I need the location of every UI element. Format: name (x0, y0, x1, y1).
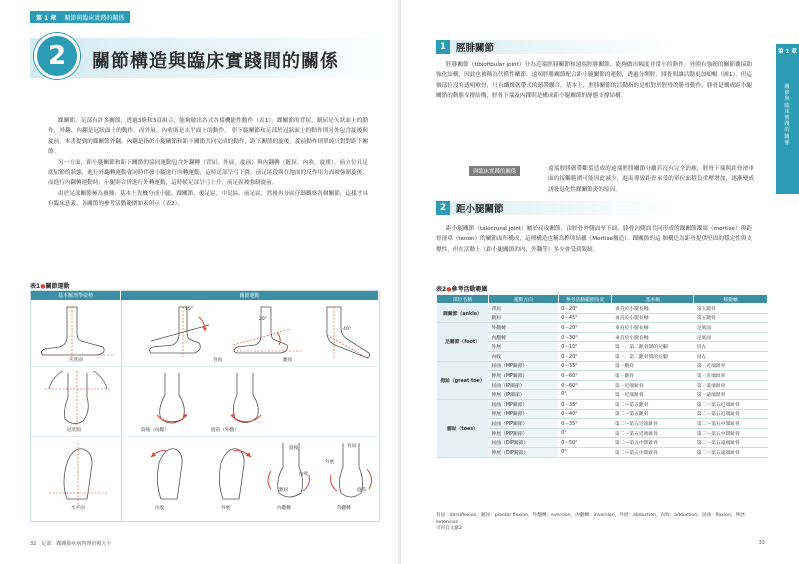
label-15deg: 15° (185, 307, 194, 312)
table-cell: 0～30° (558, 332, 612, 342)
table-cell: 屈曲（IP關節） (488, 380, 558, 390)
label-supination: 旋後（內翻） (141, 428, 169, 433)
table-cell: 0～50° (558, 438, 612, 448)
label-pronation: 旋前（外翻） (211, 428, 239, 433)
page-title: 關節構造與臨床實踐間的關係 (92, 51, 339, 72)
foot-abduction-illustration (207, 443, 257, 503)
table-source: 引用自文獻2 (436, 526, 462, 532)
table-cell: 伸展（DIP關節） (488, 447, 558, 457)
label-inv-plantar: 蹠屈 (279, 488, 289, 493)
label-20deg: 20° (259, 317, 268, 322)
table-site-cell: 踝關節（ankle） (437, 304, 489, 323)
table-row (437, 361, 768, 371)
table-cell: 第二～第五中間趾骨 (694, 419, 768, 429)
figure-1-joint-movements (30, 290, 380, 522)
col-site: 部位名稱 (437, 295, 489, 304)
table-cell: 第二～第五中間趾骨 (694, 428, 768, 438)
table-note (436, 513, 766, 533)
figure-1-head-right: 關節運動 (121, 291, 379, 300)
label-inv-adduction: 內收 (299, 472, 309, 477)
section-1-title: 脛腓關節 (456, 43, 495, 54)
table-cell: 第一遠端趾骨 (694, 380, 768, 390)
table-cell: 0～20° (558, 323, 612, 333)
label-sagittal: 矢狀面 (69, 358, 83, 363)
label-abduction: 外展 (221, 506, 231, 511)
label-40deg: 40° (343, 327, 352, 332)
foot-coronal-illustration (43, 371, 113, 429)
col-moving-axis: 移動軸 (694, 295, 768, 304)
foot-dorsi-illustration-2 (231, 305, 315, 363)
side-tab-text: 關節與臨床實踐的關係 (784, 84, 790, 146)
table-cell: 第二～第五近端趾骨 (694, 399, 768, 409)
table-cell: 第五蹠骨 (694, 313, 768, 323)
table-cell: 第二～第五近端趾骨 (694, 409, 768, 419)
table-cell: 第二～第五遠端趾骨 (694, 447, 768, 457)
table-cell: 第一、第二蹠骨間的兒腳 (612, 351, 694, 361)
table-row (437, 323, 768, 333)
table-cell: 0～60° (558, 380, 612, 390)
clinical-relevance-text: 遠端脛腓韌帶斷裂造成的遠端脛腓關節分離若沒有完全治癒，脛骨下端與距骨滑車面的接觸範圍可能因此減少，進而導致距骨承受的單位面積負重壓增加，逐漸變成誘發退化性踝關節炎的原因。 (548, 166, 754, 193)
table-cell: 0～40° (558, 409, 612, 419)
side-tab-chapter: 第 1 章 (778, 49, 797, 55)
section-2-paragraph: 距小腿關節（talocrural joint）屬於屈戌關節，由脛骨外側面至下面，腓骨內側面共同形成的踝關節踝窩（mortise）與距骨滑車（tenon）的關節面所構成，這種構造也稱為榫卯結構（Mortise構造）。踝關節的這 個構造為距骨提供堅固的穩定性與支撐性，但在活動上（距小腿關節的內、外翻等）多少會受到限制。 (436, 226, 752, 253)
table-site-cell: 拇趾（great toe） (437, 361, 489, 399)
table-cell: 第一近端趾骨 (612, 380, 694, 390)
section-2-title: 距小腿關節 (456, 204, 504, 215)
table-cell: 第一近端趾骨 (694, 361, 768, 371)
table-cell: 第一、第二蹠骨間的兒腳 (612, 342, 694, 352)
foot-eversion-illustration (321, 441, 379, 505)
figure-1-title: 關節運動 (45, 283, 70, 290)
section-1-paragraph: 脛腓關節（tibiofibular joint）分為近端脛腓關節和遠端脛腓關節，能夠做出幅度非常小的動作，外圍有強韌的關節囊協助強化結構，因此也被稱為代償性關節。遠端脛腓關節配合距小腿關節的運動，透過分開脛、腓骨間讓活動更加順暢（圖1），但這個部位沒有透明軟骨，只有纖維韌帶式的韌帶聯合。基本上，脛腓關節的活動指的是相對於脛骨的腓骨動作，腓骨是構成距小腿關節的動態支撐結構，脛骨下端及內踝則是構成距小腿關節的靜態支撐結構。 (436, 62, 752, 100)
table-cell: 足底面 (694, 332, 768, 342)
table-cell: 第二～第五蹠骨 (612, 399, 694, 409)
figure-1-header (31, 291, 379, 300)
foot-sagittal-illustration (37, 305, 117, 363)
table-cell: 0～20° (558, 351, 612, 361)
foot-horizontal-illustration (47, 443, 109, 505)
table-cell: 第一近端趾骨 (612, 390, 694, 400)
table-cell: 第二～第五蹠骨 (612, 409, 694, 419)
table-cell: 0° (558, 390, 612, 400)
label-ev-abduction: 外展 (325, 460, 335, 465)
foot-pronation-illustration (215, 371, 275, 429)
label-ev-pronation: 旋前 (357, 488, 367, 493)
table-cell: 0～35° (558, 399, 612, 409)
figure-1-number: 表1 (30, 283, 41, 290)
col-base-axis: 基本軸 (612, 295, 694, 304)
foot-inversion-illustration (263, 441, 319, 505)
table-cell: 同左 (694, 351, 768, 361)
label-plantarflexion: 蹠屈 (283, 358, 293, 363)
section-2-number: 2 (436, 201, 450, 215)
table-2-title: 參考活動範圍 (451, 286, 488, 293)
table-cell: 伸展（MP關節） (488, 409, 558, 419)
side-chapter-tab (776, 44, 799, 194)
table-cell: 第一蹠骨 (612, 371, 694, 381)
table-cell: 0～10° (558, 342, 612, 352)
table-cell: 第二～第五遠端趾骨 (694, 438, 768, 448)
left-folio: 32 足部 踝關節疾病物理治療大全 (30, 541, 112, 547)
left-body (48, 116, 368, 210)
table-site-cell: 足關節（foot） (437, 323, 489, 361)
paragraph-1: 踝關節，足部有許多關節，透過3條和3頁組合，能夠做出各式各樣機能性動作（表1）。踝關節的背屈、蹠屈是矢狀面上的動作，外翻、內翻是冠狀面上的動作，而外展、內收則是水平面上的動作。 彰下腿關節和足部於冠狀面上的動作則另外包含旋後與旋前。本書提到的踝關節外翻，內翻是指彰小腿關節和距下關節共同完成的動作，距下關節的旋後，旋前動作則單純只對對距下關節。 (48, 118, 368, 156)
table-cell: 0° (558, 447, 612, 457)
table-cell: 垂直於小腿長軸 (612, 313, 694, 323)
right-folio: 33 (758, 540, 765, 546)
section-1-heading (436, 40, 754, 54)
table-cell: 第二～第五中間趾骨 (612, 447, 694, 457)
table-cell: 第五蹠骨 (694, 304, 768, 314)
table-cell: 第二～第五中間趾骨 (612, 438, 694, 448)
table-cell: 第一遠端趾骨 (694, 390, 768, 400)
table-cell: 第一蹠骨 (612, 361, 694, 371)
table-2-caption: 表2●參考活動範圍 (436, 286, 488, 293)
table-cell: 背屈 (488, 304, 558, 314)
table-cell: 0～20° (558, 304, 612, 314)
table-cell: 垂直於小腿長軸 (612, 323, 694, 333)
clinical-relevance-label: 與臨床實踐的關係 (469, 166, 520, 176)
table-cell: 蹠屈 (488, 313, 558, 323)
chapter-label: 第 1 章 (36, 14, 57, 22)
table-cell: 0～60° (558, 371, 612, 381)
table-cell: 伸展（MP關節） (488, 371, 558, 381)
table-cell: 0～45° (558, 313, 612, 323)
table-cell: 屈曲（PIP關節） (488, 419, 558, 429)
table-2-number: 表2 (436, 286, 447, 293)
foot-supination-illustration (143, 371, 203, 429)
col-range: 參考活動範圍角度 (558, 295, 612, 304)
table-cell: 足底面 (694, 323, 768, 333)
chapter-tab (30, 11, 130, 23)
table-cell: 外展 (488, 342, 558, 352)
label-coronal: 冠狀面 (67, 428, 81, 433)
foot-dorsiflexion-illustration (139, 305, 221, 363)
label-eversion: 外翻轉 (337, 506, 351, 511)
table-cell: 屈曲（MP關節） (488, 361, 558, 371)
table-row (437, 304, 768, 314)
label-inv-supination: 旋後 (289, 446, 299, 451)
table-cell: 第二～第五近端趾骨 (612, 428, 694, 438)
table-cell: 伸展（PIP關節） (488, 428, 558, 438)
table-cell: 0～35° (558, 361, 612, 371)
label-ev-dorsi: 背屈 (347, 444, 357, 449)
foot-plantarflexion-illustration (313, 305, 377, 363)
label-dorsiflexion: 背屈 (213, 358, 223, 363)
table-cell: 垂直於小腿長軸 (612, 332, 694, 342)
label-horizontal: 水平面 (71, 506, 85, 511)
table-cell: 屈曲（MP關節） (488, 399, 558, 409)
section-1-number: 1 (436, 40, 450, 54)
table-cell: 第一近端趾骨 (694, 371, 768, 381)
chapter-section-label: 關節與臨床實踐的關係 (64, 14, 125, 22)
table-cell: 內收 (488, 351, 558, 361)
table-cell: 同左 (694, 342, 768, 352)
figure-1-caption: 表1●關節運動 (30, 283, 70, 290)
col-direction: 運動方向 (488, 295, 558, 304)
table-abbreviations: 背屈：dorsiflexion，蹠屈：plantar flexion，外翻轉：eversion，內翻轉：inversion，外展：abduction，內收：adduction，屈曲：flexion，伸展：extension (436, 513, 750, 525)
table-row (437, 399, 768, 409)
table-cell: 垂直於小腿長軸 (612, 304, 694, 314)
table-header-row (437, 295, 768, 304)
figure-1-head-left: 基本解剖學姿勢 (31, 291, 121, 300)
table-cell: 0° (558, 428, 612, 438)
table-cell: 第二～第五近端趾骨 (612, 419, 694, 429)
paragraph-2: 另一方面，距小腿關節和距下關節的協同運動包含外翻轉（背屈、外展、旋前）與內翻轉（蹠屈、內收、旋後）。前立位且足底屈節的狀態，進行外翻轉運動會同時伴發小腿進行內轉運動，這時足部呈弓下降，前足區段與在地面的反作用力而被強制旋後，而進行內翻轉運動時，小腿則合併進行外轉運動，這時候足部呈弓上升，前足區被強制旋前。 (48, 159, 368, 187)
table-site-cell: 腳趾（toes） (437, 399, 489, 457)
table-cell: 內翻轉 (488, 332, 558, 342)
table-cell: 屈曲（DIP關節） (488, 438, 558, 448)
table-cell: 0～35° (558, 419, 612, 429)
table-body (437, 304, 768, 458)
table-cell: 外翻轉 (488, 323, 558, 333)
range-of-motion-table (436, 294, 768, 458)
label-inversion: 內翻轉 (277, 506, 291, 511)
paragraph-3: 由於足部關節極為複雜，基本上先概分成小腿、踝關節、後足區、中足區、前足區，然後再分區仔細觀察各個關節，這樣才具有臨床意義。各關節的參考活動範圍如表所示（表2）。 (48, 190, 368, 208)
section-number-badge: 2 (34, 33, 80, 79)
label-adduction: 內收 (155, 506, 165, 511)
table-cell: 伸展（IP關節） (488, 390, 558, 400)
section-2-heading (436, 201, 754, 215)
foot-adduction-illustration (145, 443, 195, 503)
